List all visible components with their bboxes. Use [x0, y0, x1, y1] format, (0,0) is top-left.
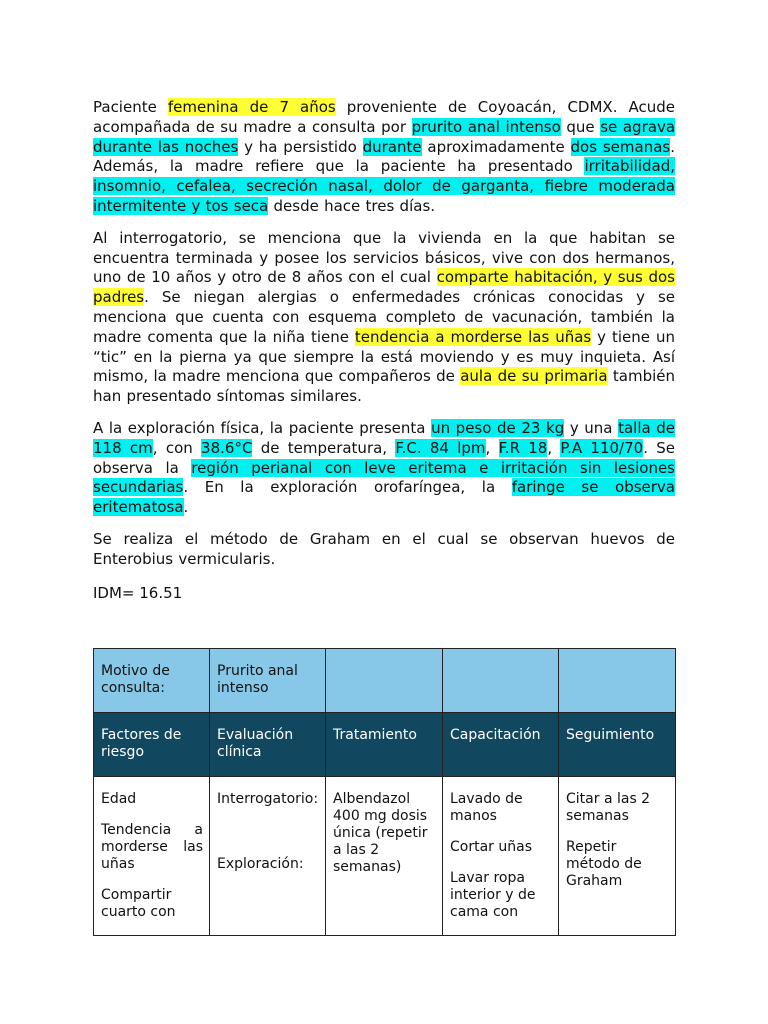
- highlighted-text: región perianal con leve eritema e irritación sin lesiones secundarias: [93, 458, 675, 497]
- highlighted-text: femenina de 7 años: [167, 98, 336, 116]
- list-item: Interrogatorio:: [217, 791, 319, 807]
- cell-seguimiento: [559, 777, 676, 936]
- text-run: , con: [152, 438, 202, 457]
- reason-label-cell: Motivo de consulta:: [94, 649, 210, 713]
- text-run: también han presentado síntomas similares.: [93, 367, 675, 406]
- header-tratamiento: Tratamiento: [326, 713, 443, 777]
- highlighted-text: faringe se observa eritematosa: [93, 478, 675, 517]
- cell-factores: [94, 777, 210, 936]
- cell-capacitacion: [443, 777, 559, 936]
- highlighted-text: se agrava durante las noches: [93, 117, 676, 156]
- text-run: A la exploración física, la paciente presenta: [93, 418, 432, 437]
- highlighted-text: F.R 18: [498, 438, 548, 457]
- highlighted-text: un peso de 23 kg: [431, 418, 565, 437]
- list-item: Lavar ropa interior y de cama con: [450, 870, 536, 920]
- text-run: que: [560, 117, 601, 136]
- highlighted-text: F.C. 84 lpm: [395, 438, 486, 457]
- text-run: y ha persistido: [238, 137, 363, 156]
- highlighted-text: prurito anal intenso: [411, 117, 561, 136]
- table-header-row: [94, 713, 676, 777]
- care-plan-table: [93, 648, 676, 936]
- cell-tratamiento: [326, 777, 443, 936]
- header-capacitacion: Capacitación: [443, 713, 559, 777]
- text-run: aproximadamente: [421, 137, 571, 156]
- text-run: ,: [485, 438, 499, 457]
- idm-value: IDM= 16.51: [93, 583, 183, 602]
- text-run: . Además, la madre refiere que la paciente ha presentado: [93, 137, 675, 176]
- paragraph-graham-method: Se realiza el método de Graham en el cual se observan huevos de Enterobius vermicularis.: [93, 529, 675, 568]
- table-body-row: [94, 777, 676, 936]
- empty-cell: [326, 649, 443, 713]
- text-run: y tiene un “tic” en la pierna ya que siempre la está moviendo y es muy inquieta. Así mismo, la madre menciona que compañeros de: [93, 327, 675, 386]
- paragraph-physical-exam: [93, 419, 675, 518]
- list-item: Citar a las 2 semanas: [566, 791, 651, 824]
- reason-value-cell: Prurito anal intenso: [210, 649, 326, 713]
- header-factores: Factores de riesgo: [94, 713, 210, 777]
- highlighted-text: dos semanas: [570, 137, 671, 156]
- highlighted-text: tendencia a morderse las uñas: [354, 327, 592, 346]
- text-run: Paciente: [93, 98, 168, 116]
- case-text: [93, 98, 675, 621]
- empty-cell: [559, 649, 676, 713]
- text-run: de temperatura,: [252, 438, 396, 457]
- highlighted-text: irritabilidad, insomnio, cefalea, secreción nasal, dolor de garganta, fiebre moderada intermitente y tos seca: [93, 157, 675, 215]
- text-run: .: [183, 498, 189, 517]
- table-row-reason: [94, 649, 676, 713]
- highlighted-text: P.A 110/70: [560, 438, 644, 457]
- highlighted-text: durante: [362, 137, 422, 156]
- highlighted-text: 38.6°C: [201, 438, 253, 457]
- list-item: Compartir cuarto con: [101, 887, 176, 920]
- paragraph-presentation: [93, 98, 675, 217]
- text-run: proveniente de Coyoacán, CDMX. Acude acompañada de su madre a consulta por: [93, 98, 676, 136]
- list-item: Edad: [101, 791, 137, 807]
- text-run: . En la exploración orofaríngea, la: [183, 478, 512, 497]
- highlighted-text: aula de su primaria: [460, 367, 608, 386]
- text-run: y una: [564, 418, 619, 437]
- header-seguimiento: Seguimiento: [559, 713, 676, 777]
- cell-evaluacion: [210, 777, 326, 936]
- text-run: desde hace tres días.: [268, 196, 436, 215]
- list-item: Tendencia a morderse las uñas: [101, 822, 203, 872]
- text-run: . Se niegan alergias o enfermedades crónicas conocidas y se menciona que cuenta con esquema completo de vacunación, también la madre comenta que la niña tiene: [93, 288, 675, 346]
- highlighted-text: talla de 118 cm: [93, 418, 676, 457]
- header-evaluacion: Evaluación clínica: [210, 713, 326, 777]
- list-item: Exploración:: [217, 856, 304, 872]
- text-run: Al interrogatorio, se menciona que la vivienda en la que habitan se encuentra terminada y posee los servicios básicos, vive con dos hermanos, uno de 10 años y otro de 8 años con el cual: [93, 228, 675, 287]
- text-run: ,: [547, 438, 561, 457]
- empty-cell: [443, 649, 559, 713]
- list-item: Lavado de manos: [450, 791, 523, 824]
- text-run: . Se observa la: [93, 438, 675, 477]
- paragraph-interrogation: [93, 229, 675, 407]
- list-item: Albendazol 400 mg dosis única (repetir a las 2 semanas): [333, 791, 428, 875]
- highlighted-text: comparte habitación, y sus dos padres: [93, 268, 675, 307]
- list-item: Repetir método de Graham: [566, 839, 642, 889]
- list-item: Cortar uñas: [450, 839, 532, 855]
